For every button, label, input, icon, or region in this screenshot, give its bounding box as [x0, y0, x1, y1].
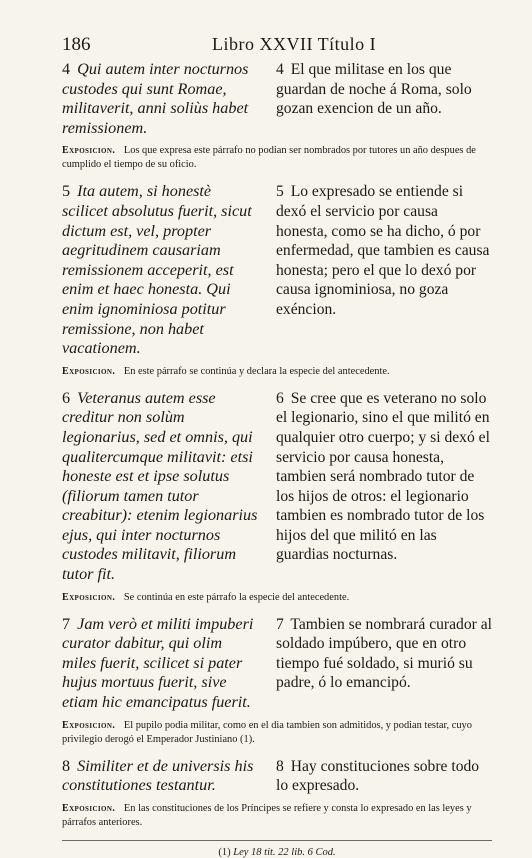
footnote-mark: (1)	[218, 846, 231, 858]
exposicion-text: Se continúa en este párrafo la especie del antecedente.	[123, 591, 350, 603]
exposicion-text: Los que expresa este párrafo no podian ser nombrados por tutores un año despues de cumplido el tiempo de su oficio.	[62, 145, 476, 171]
section-5	[62, 182, 492, 378]
parallel-text-block	[62, 757, 492, 796]
latin-text	[62, 757, 258, 796]
exposicion-note	[62, 719, 492, 747]
latin-paragraph-number: 6	[62, 388, 71, 407]
spanish-text	[276, 757, 492, 796]
spanish-paragraph-number: 5	[276, 183, 284, 201]
exposicion-text: En las constituciones de los Príncipes se refiere y consta lo expresado en las leyes y párrafos anteriores.	[62, 802, 472, 828]
spanish-paragraph: Hay constituciones sobre todo lo expresado.	[276, 757, 480, 795]
section-4	[62, 60, 492, 172]
exposicion-note	[62, 365, 492, 379]
latin-paragraph-number: 5	[62, 182, 71, 201]
spanish-paragraph-number: 7	[276, 615, 284, 633]
parallel-text-block	[62, 60, 492, 138]
spanish-paragraph: El que militase en los que guardan de noche á Roma, solo gozan exencion de un año.	[276, 61, 472, 118]
section-7	[62, 615, 492, 747]
section-8	[62, 757, 492, 830]
running-title: Libro XXVII Título I	[212, 34, 377, 54]
book-page	[62, 34, 492, 858]
spanish-paragraph: Se cree que es veterano no solo el legionario, sino el que militó en qualquier otro cuerpo; y si dexó el servicio por causa honesta, tambien será nombrado tutor de los hijos de otros: el legionario tambien es nombrado tutor de los hijos del que militó en las guardias nocturnas.	[276, 389, 490, 564]
parallel-text-block	[62, 182, 492, 358]
exposicion-text: En este párrafo se continúa y declara la especie del antecedente.	[123, 365, 390, 377]
exposicion-label: Exposicion.	[62, 719, 116, 731]
exposicion-note	[62, 144, 492, 172]
latin-paragraph-number: 4	[62, 60, 71, 78]
latin-paragraph: Veteranus autem esse creditur non solùm legionarius, sed et omnis, qui qualitercumque militavit: etsi honeste est et ipse solutus (filiorum tamen tutor creabitur): etenim legionarius ejus, qui inter nocturnos custodes militavit, filiorum tutor fit.	[62, 388, 258, 584]
exposicion-label: Exposicion.	[62, 145, 116, 157]
exposicion-label: Exposicion.	[62, 591, 116, 603]
spanish-text	[276, 60, 492, 138]
latin-paragraph: Similiter et de universis his constitutiones testantur.	[62, 756, 254, 795]
latin-text	[62, 615, 258, 713]
exposicion-label: Exposicion.	[62, 802, 116, 814]
parallel-text-block	[62, 389, 492, 585]
latin-text	[62, 182, 258, 358]
page-header	[62, 34, 492, 60]
exposicion-text: El pupilo podia militar, como en el dia tambien son admitidos, y podian testar, cuyo privilegio derogó el Emperador Justiniano (1).	[62, 719, 472, 745]
spanish-paragraph: Lo expresado se entiende si dexó el servicio por causa honesta, como se ha dicho, ó por enfermedad, que tambien es causa honesta; pero el que lo dexó por causa ignominiosa, no goza exéncion.	[276, 183, 490, 318]
latin-paragraph: Qui autem inter nocturnos custodes qui sunt Romae, militaverit, anni soliùs habet remissionem.	[62, 60, 249, 137]
latin-paragraph-number: 8	[62, 756, 71, 775]
latin-paragraph: Jam verò et militi impuberi curator dabitur, qui olim miles fuerit, scilicet si pater hujus mortuus fuerit, sive etiam hic emancipatus fuerit.	[62, 614, 254, 712]
exposicion-note	[62, 591, 492, 605]
parallel-text-block	[62, 615, 492, 713]
footnote	[62, 840, 492, 858]
spanish-paragraph-number: 6	[276, 389, 284, 407]
spanish-paragraph: Tambien se nombrará curador al soldado impúbero, que en otro tiempo fué soldado, si murió su padre, ó lo emancipó.	[276, 615, 492, 692]
footnote-text: Ley 18 tit. 22 lib. 6 Cod.	[233, 846, 336, 858]
page-number: 186	[62, 34, 91, 55]
spanish-paragraph-number: 8	[276, 757, 284, 775]
spanish-text	[276, 389, 492, 585]
latin-text	[62, 389, 258, 585]
exposicion-note	[62, 802, 492, 830]
latin-paragraph-number: 7	[62, 614, 71, 633]
section-6	[62, 389, 492, 605]
exposicion-label: Exposicion.	[62, 365, 116, 377]
spanish-paragraph-number: 4	[276, 61, 284, 78]
spanish-text	[276, 182, 492, 358]
latin-text	[62, 60, 258, 138]
latin-paragraph: Ita autem, si honestè scilicet absolutus fuerit, sicut dictum est, vel, propter aegritudinem causariam remissionem acceperit, est enim et haec honesta. Qui enim ignominiosa potitur remissione, non habet vacationem.	[62, 182, 252, 358]
spanish-text	[276, 615, 492, 713]
